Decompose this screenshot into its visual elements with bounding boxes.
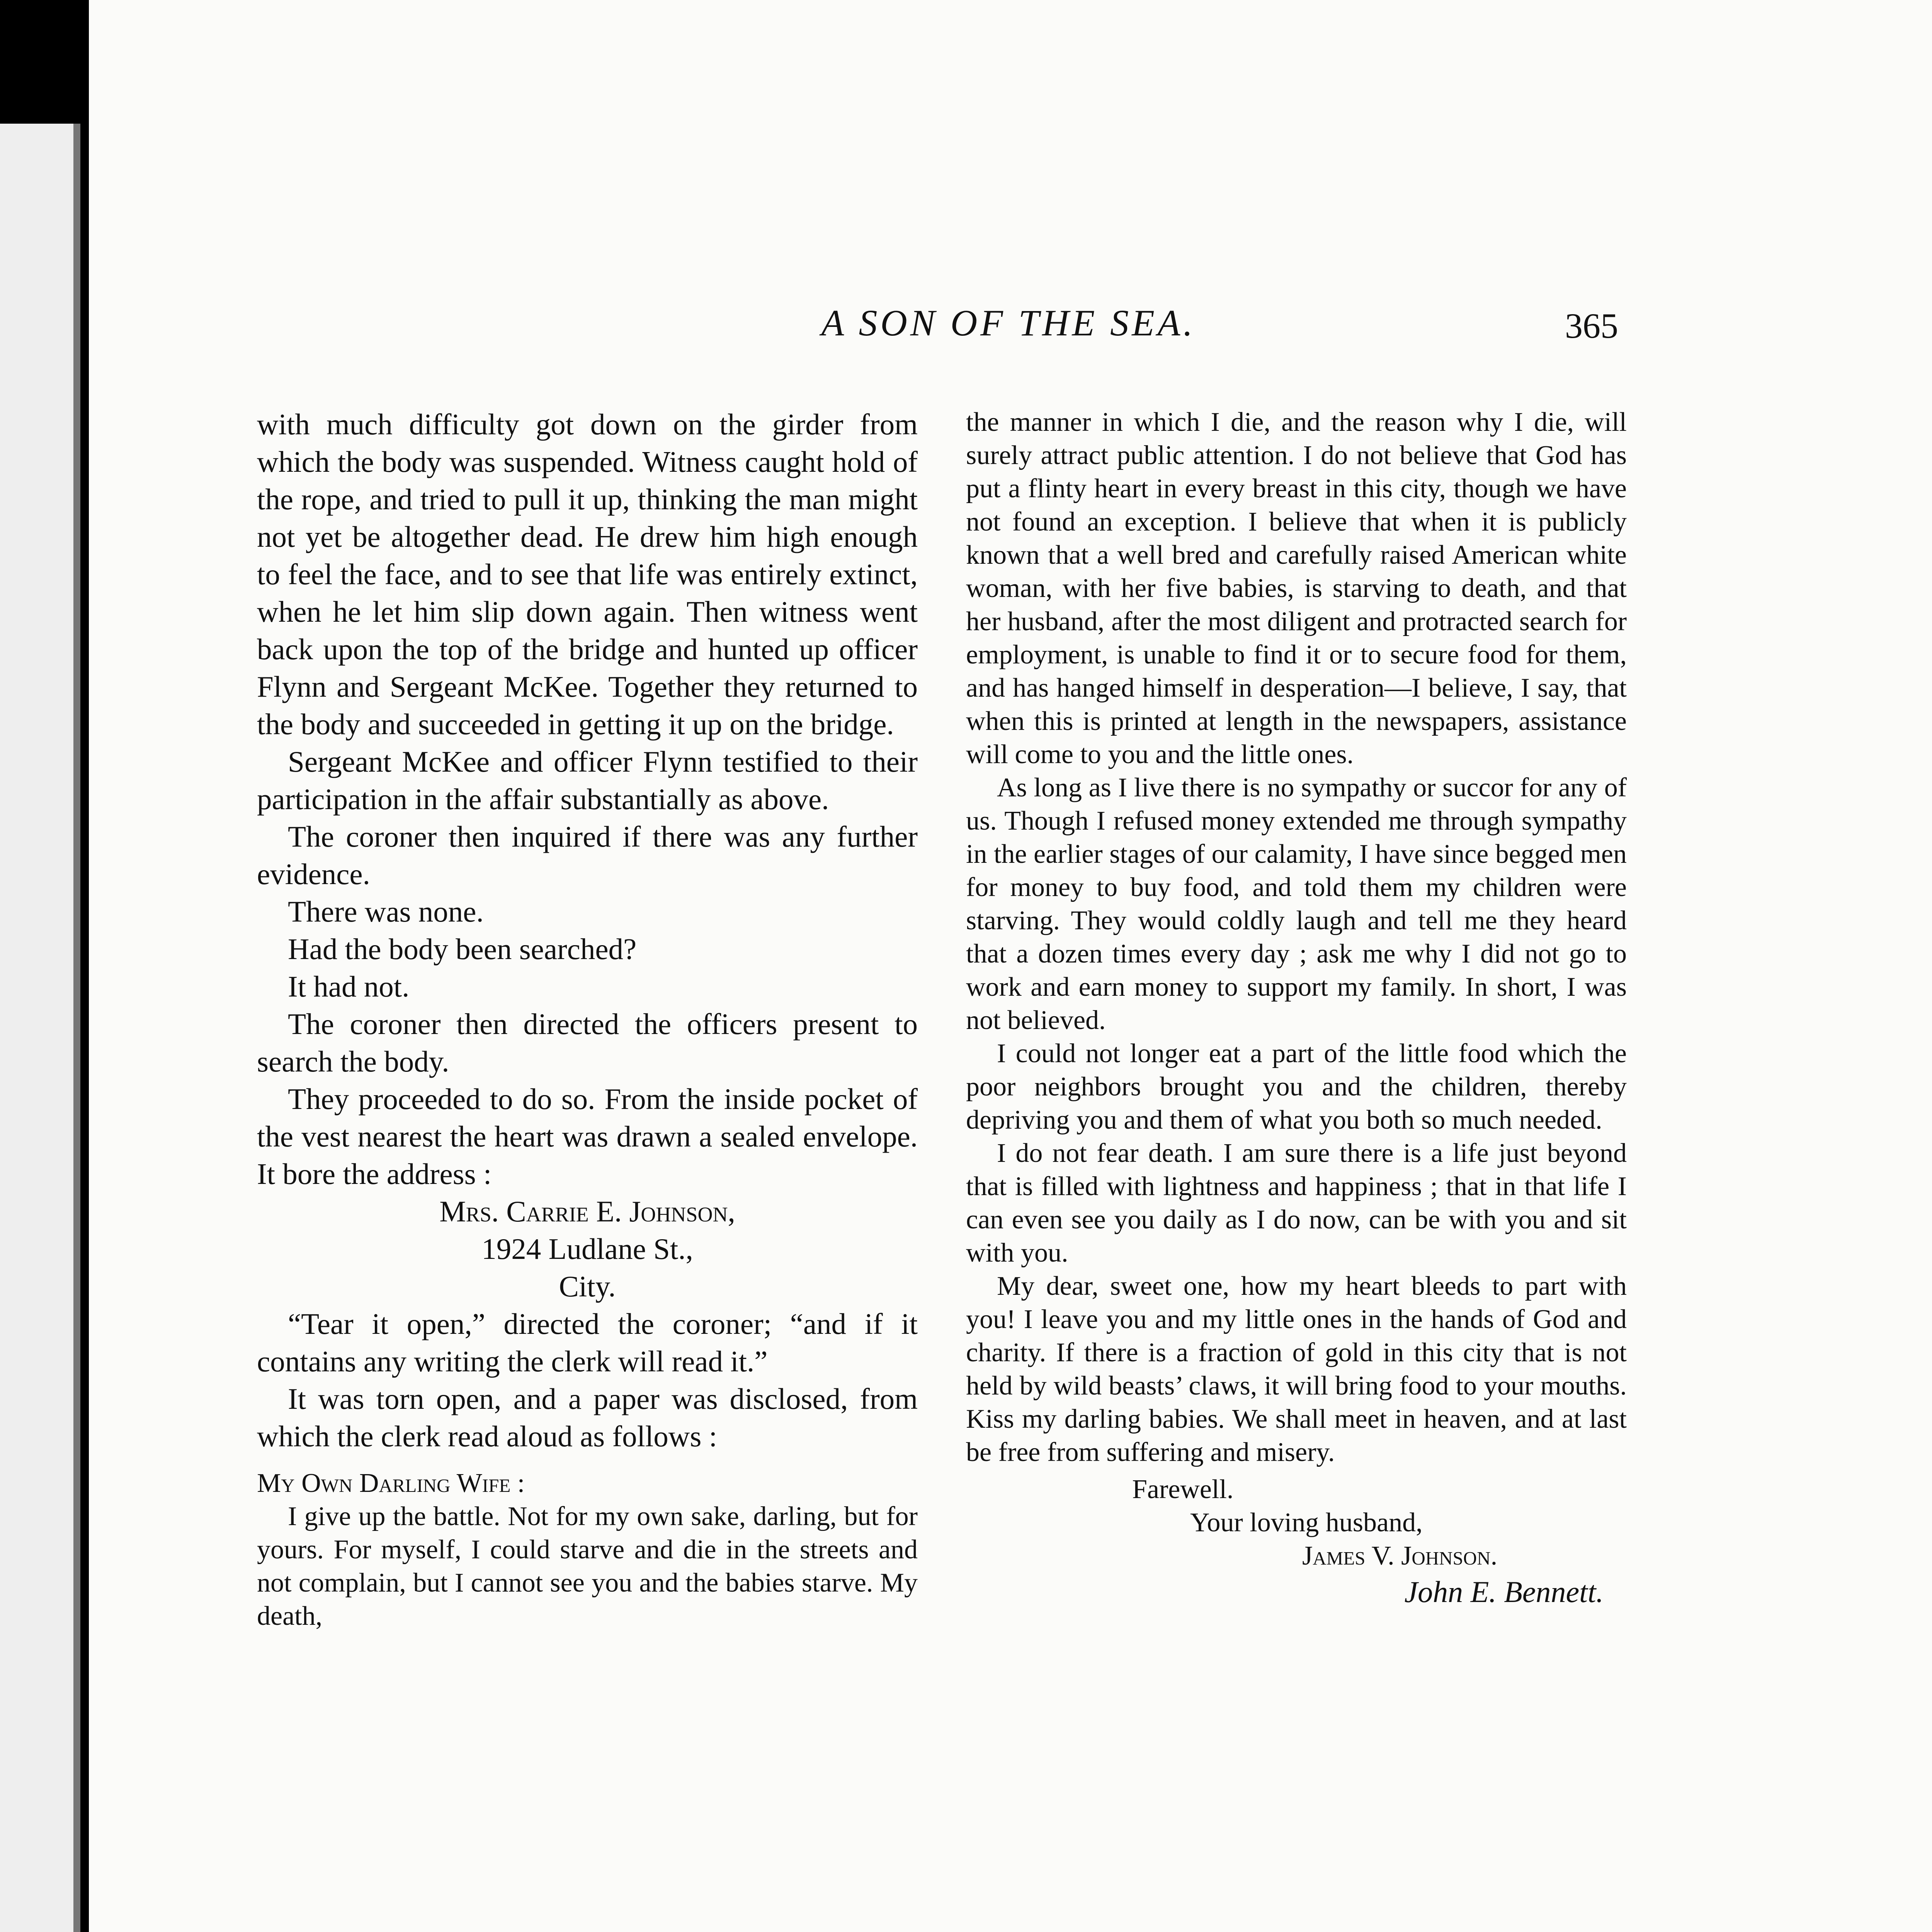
address-line: City. [559, 1270, 616, 1303]
paragraph: with much difficulty got down on the girder from which the body was suspended. Witness caught hold of the rope, and tried to pull it up, thinking the man might not yet be altogether dead. He drew him high enough to feel the face, and to see that life was entirely extinct, when he let him slip down again. Then witness went back upon the top of the bridge and hunted up officer Flynn and Sergeant McKee. Together they returned to the body and succeeded in getting it up on the bridge. [257, 408, 918, 741]
letter-paragraph: My dear, sweet one, how my heart bleeds to part with you! I leave you and my little ones in the hands of God and charity. If there is a fraction of gold in this city that is not held by wild beasts’ claws, it will bring food to your mouths. Kiss my darling babies. We shall meet in heaven, and at last be free from suffering and misery. [966, 1271, 1627, 1467]
letter-paragraph: I could not longer eat a part of the little food which the poor neighbors brought you and the children, thereby depriving you and them of what you both so much needed. [966, 1039, 1627, 1135]
paragraph: Sergeant McKee and officer Flynn testified to their participation in the affair substantially as above. [257, 745, 918, 816]
paragraph: It had not. [288, 970, 410, 1003]
paragraph: It was torn open, and a paper was disclosed, from which the clerk read aloud as follows : [257, 1382, 918, 1453]
left-column [257, 406, 918, 1633]
letter-paragraph: As long as I live there is no sympathy or succor for any of us. Though I refused money extended me through sympathy in the earlier stages of our calamity, I have since begged men for money to buy food, and told them my children were starving. They would coldly laugh and tell me they heard that a dozen times every day ; ask me why I did not go to work and earn money to support my family. In short, I was not believed. [966, 773, 1627, 1035]
address-line: Mrs. Carrie E. Johnson, [439, 1195, 735, 1228]
letter-salutation: My Own Darling Wife : [257, 1468, 525, 1498]
letter-paragraph: I do not fear death. I am sure there is a life just beyond that is filled with lightness and happiness ; that in that life I can even see you daily as I do now, can be with you and sit with you. [966, 1138, 1627, 1268]
running-title: A SON OF THE SEA. [821, 302, 1196, 344]
book-page [89, 0, 1932, 1932]
paragraph: There was none. [288, 895, 484, 928]
paragraph: “Tear it open,” directed the coroner; “and if it contains any writing the clerk will read it.” [257, 1307, 918, 1378]
letter-paragraph: the manner in which I die, and the reason why I die, will surely attract public attention. I do not believe that God has put a flinty heart in every breast in this city, though we have not found an exception. I believe that when it is publicly known that a well bred and carefully raised American white woman, with her five babies, is starving to death, and that her husband, after the most diligent and protracted search for employment, is unable to find it or to secure food for them, and has hanged himself in desperation—I believe, I say, that when this is printed at length in the newspapers, assistance will come to you and the little ones. [966, 407, 1627, 769]
letter-farewell: Farewell. [1132, 1475, 1234, 1504]
page-number: 365 [1565, 306, 1618, 345]
right-column [966, 406, 1627, 1611]
paragraph: The coroner then directed the officers present to search the body. [257, 1007, 918, 1078]
letter-closing: Your loving husband, [1190, 1508, 1423, 1537]
letter-paragraph: I give up the battle. Not for my own sake, darling, but for yours. For myself, I could starve and die in the streets and not complain, but I cannot see you and the babies starve. My death, [257, 1502, 918, 1631]
address-line: 1924 Ludlane St., [481, 1232, 693, 1265]
paragraph: They proceeded to do so. From the inside pocket of the vest nearest the heart was drawn a sealed envelope. It bore the address : [257, 1082, 918, 1190]
letter-signature: James V. Johnson. [1302, 1541, 1498, 1571]
facing-page-edge [0, 124, 80, 1932]
article-author: John E. Bennett. [1404, 1575, 1604, 1609]
paragraph: The coroner then inquired if there was any further evidence. [257, 820, 918, 891]
paragraph: Had the body been searched? [288, 932, 637, 966]
